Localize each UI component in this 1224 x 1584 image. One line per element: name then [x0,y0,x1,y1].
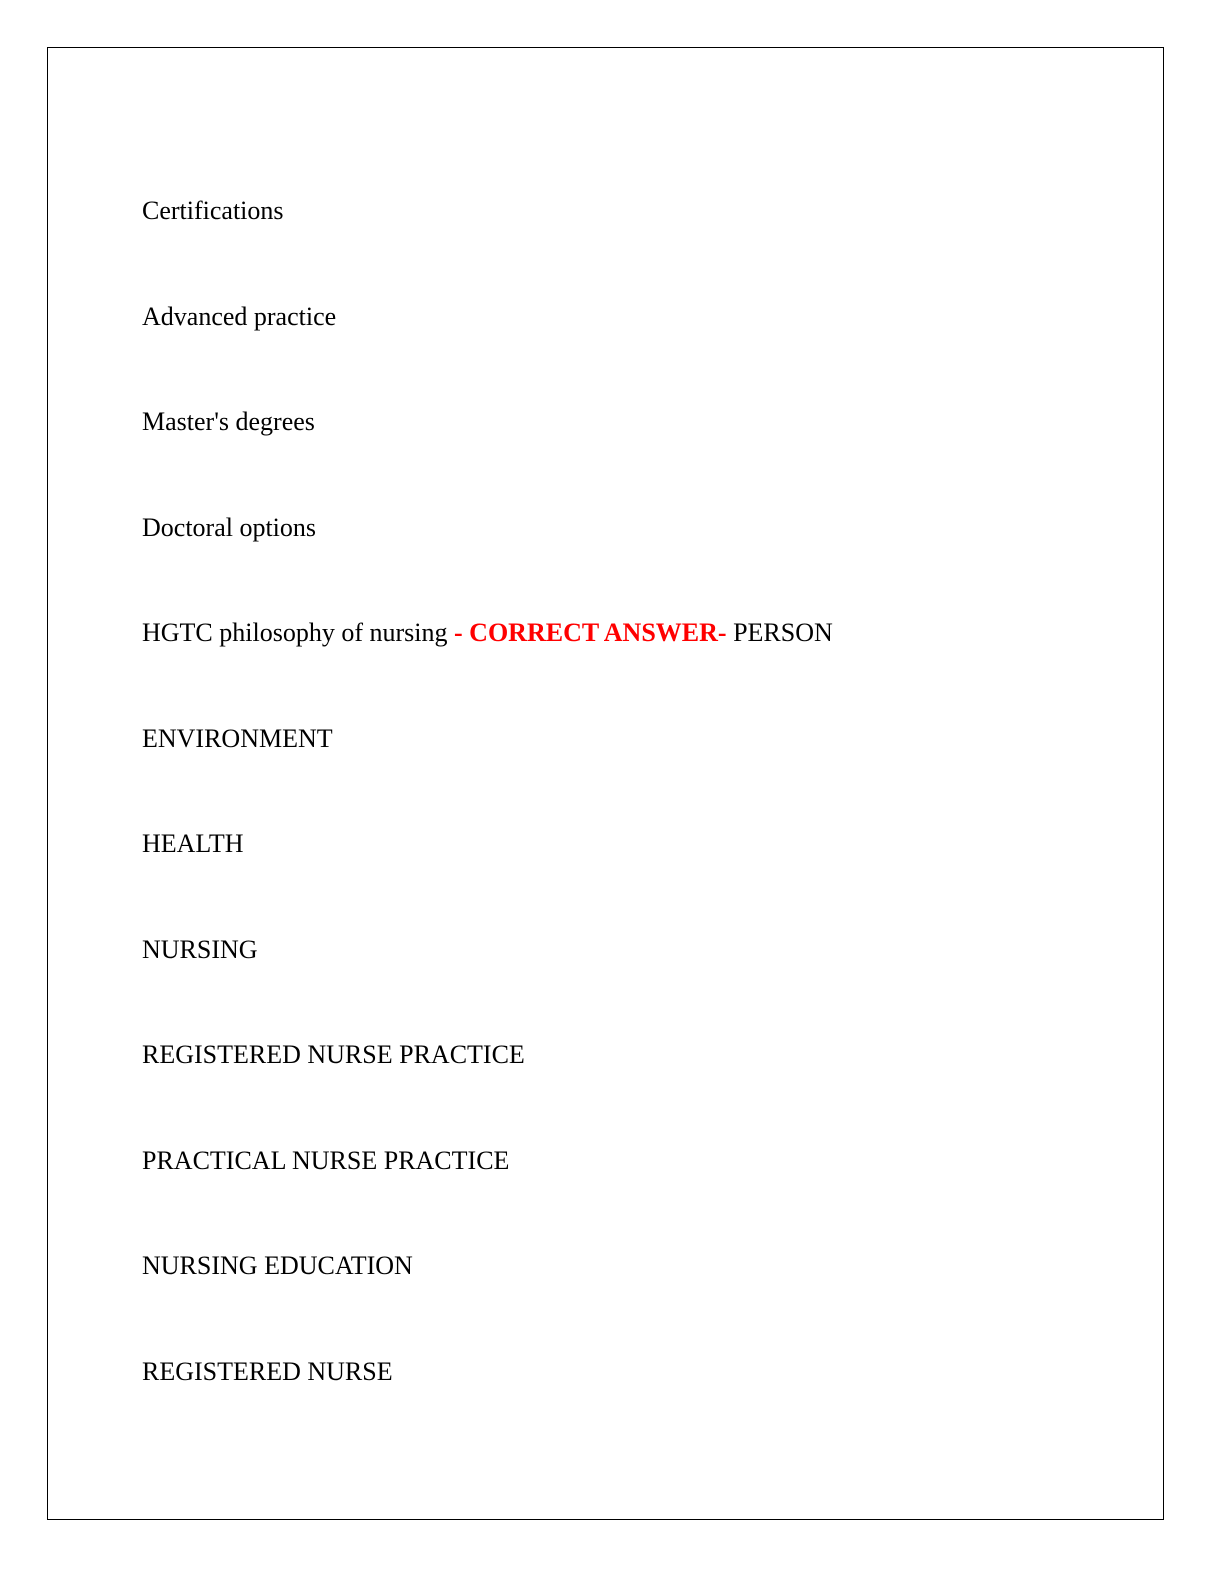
line-text: Certifications [142,196,284,225]
answer-dash-before: - [447,618,470,647]
answer-text: PERSON [726,618,833,647]
line-text: Doctoral options [142,512,317,542]
answer-dash-after: - [717,618,727,647]
line-text: Advanced practice [142,301,337,331]
text-line-health [142,826,1142,862]
question-answer-line [142,615,1142,651]
line-text: REGISTERED NURSE PRACTICE [142,1040,525,1069]
line-text: NURSING [142,934,258,964]
correct-answer-label: CORRECT ANSWER [469,618,718,647]
line-text: ENVIRONMENT [142,723,333,753]
line-text: Master's degrees [142,407,315,436]
line-text: HEALTH [142,829,244,858]
document-body [142,193,1142,1459]
text-line-certifications [142,193,1142,229]
line-text: NURSING EDUCATION [142,1251,413,1280]
text-line-advanced-practice [142,299,1142,335]
text-line-registered-nurse [142,1354,1142,1390]
text-line-environment [142,721,1142,757]
text-line-masters-degrees [142,404,1142,440]
text-line-nursing [142,932,1142,968]
text-line-registered-nurse-practice [142,1037,1142,1073]
line-text: PRACTICAL NURSE PRACTICE [142,1145,510,1175]
line-text: REGISTERED NURSE [142,1356,393,1386]
text-line-practical-nurse-practice [142,1143,1142,1179]
text-line-doctoral-options [142,510,1142,546]
question-text: HGTC philosophy of nursing [142,618,448,647]
text-line-nursing-education [142,1248,1142,1284]
